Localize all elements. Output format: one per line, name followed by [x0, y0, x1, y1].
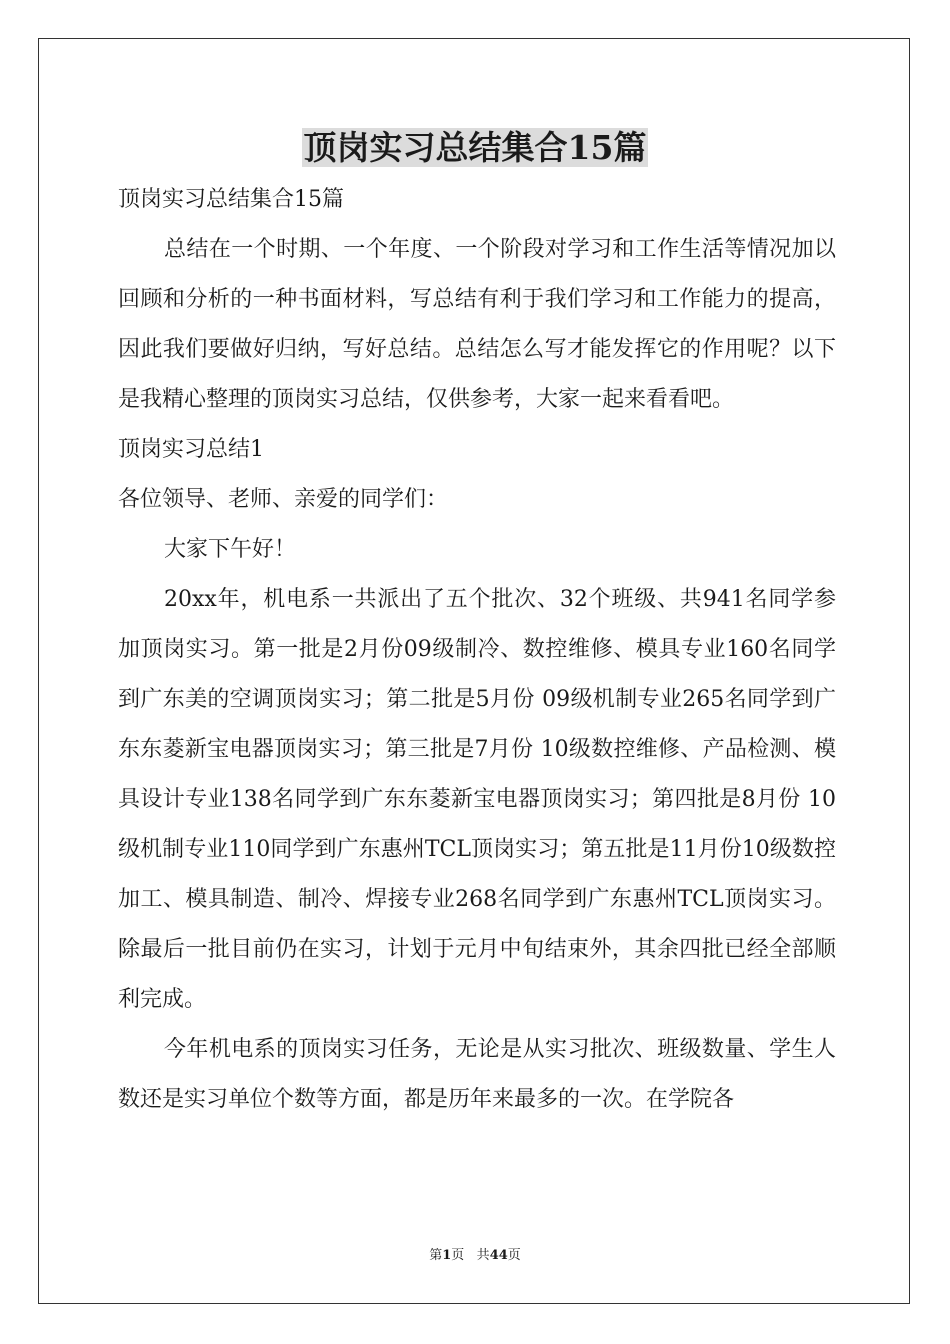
- salutation: 各位领导、老师、亲爱的同学们：: [118, 487, 449, 512]
- document-title: [0, 124, 950, 172]
- body-paragraph-1: 20xx年，机电系一共派出了五个批次、32个班级、共941名同学参加顶岗实习。第一批是2月份09级制冷、数控维修、模具专业160名同学到广东美的空调顶岗实习；第二批是5月份 09级机制专业265名同学到广东东菱新宝电器顶岗实习；第三批是7月份 10级数控维修、产品检测、模具设计专业138名同学到广东东菱新宝电器顶岗实习；第四批是8月份 10级机制专业110同学到广东惠州TCL顶岗实习；第五批是11月份10级数控加工、模具制造、制冷、焊接专业268名同学到广东惠州TCL顶岗实习。除最后一批目前仍在实习，计划于元月中旬结束外，其余四批已经全部顺利完成。: [118, 587, 836, 1012]
- total-prefix: 共: [476, 1248, 490, 1263]
- page-prefix: 第: [429, 1248, 443, 1263]
- page-number: 1: [442, 1248, 452, 1263]
- page-suffix: 页: [451, 1248, 465, 1263]
- document-body: [118, 175, 836, 1125]
- total-pages: 44: [489, 1248, 508, 1263]
- section-heading: 顶岗实习总结1: [118, 437, 264, 462]
- document-subtitle: 顶岗实习总结集合15篇: [118, 187, 344, 212]
- body-paragraph-2: 今年机电系的顶岗实习任务，无论是从实习批次、班级数量、学生人数还是实习单位个数等方面，都是历年来最多的一次。在学院各: [118, 1037, 836, 1112]
- document-title-text: 顶岗实习总结集合15篇: [303, 128, 647, 167]
- page-footer: [0, 1246, 950, 1266]
- greeting: 大家下午好！: [164, 537, 297, 562]
- intro-paragraph: 总结在一个时期、一个年度、一个阶段对学习和工作生活等情况加以回顾和分析的一种书面材料，写总结有利于我们学习和工作能力的提高，因此我们要做好归纳，写好总结。总结怎么写才能发挥它的作用呢？以下是我精心整理的顶岗实习总结，仅供参考，大家一起来看看吧。: [118, 237, 836, 412]
- total-suffix: 页: [507, 1248, 521, 1263]
